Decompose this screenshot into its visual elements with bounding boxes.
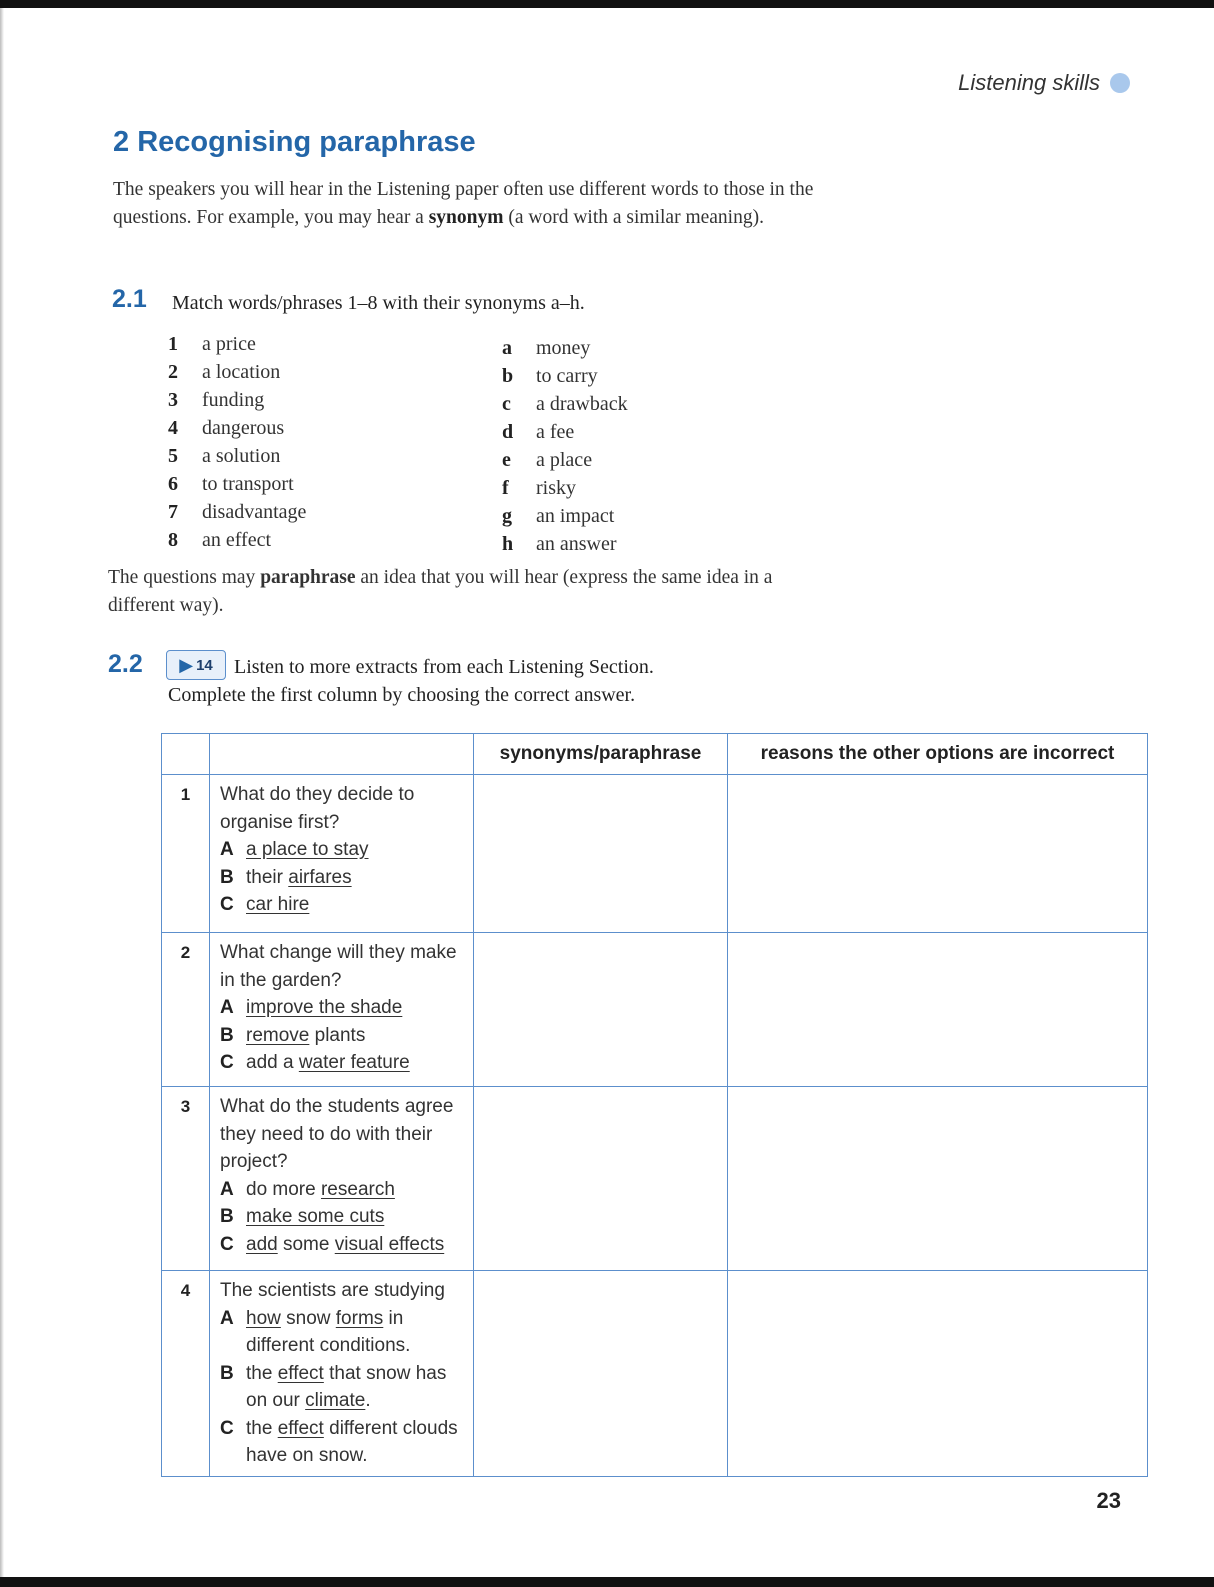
- item-text: a drawback: [536, 393, 628, 415]
- row-number: 4: [162, 1271, 210, 1477]
- option-b: [220, 1360, 469, 1415]
- list-item: [168, 442, 306, 470]
- question-text: The scientists are studying: [220, 1280, 445, 1301]
- question-text: What change will they make in the garden?: [220, 942, 457, 991]
- option-a: [220, 836, 469, 864]
- list-item: [502, 502, 628, 530]
- item-text: an answer: [536, 533, 617, 555]
- exercise-2-2-instruction-line2: Complete the first column by choosing the correct answer.: [168, 684, 636, 706]
- option-a: [220, 994, 469, 1022]
- intro-text-start: The speakers you will hear in the Listening paper often use different words to those in the questions. For example, you may hear a: [113, 179, 814, 228]
- synonyms-answer-cell[interactable]: [474, 1271, 728, 1477]
- option-letter: B: [220, 1024, 234, 1046]
- option-text: their: [246, 866, 289, 888]
- item-key: a: [502, 337, 512, 359]
- option-underlined-text: add: [246, 1233, 278, 1255]
- option-text: some: [277, 1233, 335, 1255]
- option-underlined-text: airfares: [288, 866, 352, 888]
- option-underlined-text: water feature: [298, 1052, 410, 1073]
- option-underlined-text: car hire: [246, 894, 310, 915]
- option-c: [220, 1231, 469, 1259]
- item-text: funding: [202, 389, 265, 411]
- item-text: a price: [202, 333, 256, 355]
- words-list: [168, 330, 306, 554]
- option-text: in different conditions.: [246, 1307, 411, 1356]
- option-a: [220, 1176, 469, 1204]
- option-b: [220, 1022, 469, 1050]
- question-cell: [210, 775, 474, 933]
- item-key: 4: [168, 417, 178, 439]
- header-number: [162, 734, 210, 775]
- synonyms-list: [502, 334, 628, 558]
- option-letter: A: [220, 1178, 234, 1200]
- page-bottom-edge: [0, 1577, 1214, 1587]
- audio-track-button[interactable]: [166, 650, 226, 680]
- option-letter: A: [220, 997, 234, 1018]
- row-number: 3: [162, 1087, 210, 1271]
- list-item: [168, 330, 306, 358]
- option-underlined-text: improve the shade: [246, 997, 403, 1018]
- item-text: an effect: [202, 529, 272, 551]
- section-number: 2: [113, 126, 130, 158]
- list-item: [502, 362, 628, 390]
- page-number: 23: [1096, 1488, 1121, 1513]
- item-text: to carry: [536, 365, 598, 387]
- option-text: that snow has on our: [246, 1362, 447, 1411]
- option-text: plants: [309, 1024, 366, 1046]
- note-text-end: an idea that you will hear (express the same idea in a different way).: [108, 567, 773, 616]
- note-bold-term: paraphrase: [260, 567, 356, 588]
- option-underlined-text: how: [246, 1307, 281, 1329]
- running-head-label: Listening skills: [958, 70, 1100, 95]
- header-reasons: reasons the other options are incorrect: [728, 734, 1148, 775]
- option-c: [220, 1415, 469, 1470]
- list-item: [502, 418, 628, 446]
- question-cell: [210, 1271, 474, 1477]
- table-row: [162, 1271, 1148, 1477]
- option-underlined-text: a place to stay: [246, 839, 369, 860]
- reasons-answer-cell[interactable]: [728, 1087, 1148, 1271]
- option-text: snow: [280, 1307, 336, 1329]
- note-text-start: The questions may: [108, 567, 261, 588]
- list-item: [168, 470, 306, 498]
- table-header-row: [162, 734, 1148, 775]
- question-text: What do the students agree they need to do with their project?: [220, 1096, 454, 1172]
- list-item: [168, 386, 306, 414]
- option-b: [220, 864, 469, 892]
- play-icon: ▶: [179, 654, 194, 675]
- option-underlined-text: effect: [277, 1362, 324, 1384]
- item-key: b: [502, 365, 514, 387]
- list-item: [502, 446, 628, 474]
- option-underlined-text: climate: [305, 1390, 366, 1411]
- item-text: dangerous: [202, 417, 285, 439]
- list-item: [168, 498, 306, 526]
- option-b: [220, 1203, 469, 1231]
- option-letter: B: [220, 1362, 234, 1384]
- synonyms-answer-cell[interactable]: [474, 775, 728, 933]
- item-key: g: [502, 505, 512, 527]
- option-letter: A: [220, 839, 234, 860]
- table-row: [162, 1087, 1148, 1271]
- section-dot-icon: [1110, 73, 1130, 93]
- exercise-2-2-number: 2.2: [108, 650, 143, 678]
- item-text: risky: [536, 477, 576, 499]
- reasons-answer-cell[interactable]: [728, 775, 1148, 933]
- option-underlined-text: effect: [277, 1417, 324, 1439]
- synonyms-answer-cell[interactable]: [474, 933, 728, 1087]
- item-text: to transport: [202, 473, 294, 495]
- section-title: [113, 126, 476, 159]
- option-underlined-text: visual effects: [334, 1233, 445, 1255]
- section-title-text: Recognising paraphrase: [137, 126, 476, 158]
- page-gutter-shadow: [0, 8, 4, 1578]
- option-text: do more: [246, 1178, 321, 1200]
- item-text: a fee: [536, 421, 575, 443]
- row-number: 1: [162, 775, 210, 933]
- option-letter: A: [220, 1307, 234, 1329]
- item-text: disadvantage: [202, 501, 307, 523]
- question-cell: [210, 933, 474, 1087]
- header-synonyms: synonyms/paraphrase: [474, 734, 728, 775]
- list-item: [502, 334, 628, 362]
- option-letter: B: [220, 1206, 234, 1227]
- section-intro: [113, 176, 833, 232]
- table-row: [162, 933, 1148, 1087]
- option-letter: C: [220, 894, 234, 915]
- intro-bold-term: synonym: [428, 207, 504, 228]
- option-text: .: [365, 1390, 371, 1411]
- option-underlined-text: remove: [246, 1024, 310, 1046]
- question-text: What do they decide to organise first?: [220, 784, 415, 833]
- option-text: add a: [246, 1052, 299, 1073]
- answer-table: [161, 733, 1148, 1477]
- reasons-answer-cell[interactable]: [728, 1271, 1148, 1477]
- paraphrase-note: [108, 564, 828, 620]
- item-text: a solution: [202, 445, 281, 467]
- item-text: a location: [202, 361, 281, 383]
- option-c: [220, 1049, 469, 1077]
- header-question: [210, 734, 474, 775]
- option-letter: C: [220, 1052, 234, 1073]
- exercise-2-1-number: 2.1: [112, 285, 147, 313]
- list-item: [168, 414, 306, 442]
- item-key: 3: [168, 389, 178, 411]
- list-item: [168, 358, 306, 386]
- item-text: money: [536, 337, 591, 359]
- synonyms-answer-cell[interactable]: [474, 1087, 728, 1271]
- option-underlined-text: research: [320, 1178, 395, 1200]
- intro-text-end: (a word with a similar meaning).: [503, 207, 764, 228]
- option-underlined-text: forms: [335, 1307, 384, 1329]
- option-underlined-text: make some cuts: [246, 1206, 385, 1227]
- audio-track-number: 14: [196, 656, 213, 674]
- question-cell: [210, 1087, 474, 1271]
- item-key: d: [502, 421, 514, 443]
- option-text: different clouds have on snow.: [246, 1417, 458, 1466]
- item-key: 1: [168, 333, 178, 355]
- item-key: 5: [168, 445, 178, 467]
- item-key: 2: [168, 361, 178, 383]
- item-key: e: [502, 449, 511, 471]
- item-key: 6: [168, 473, 178, 495]
- item-text: a place: [536, 449, 593, 471]
- item-text: an impact: [536, 505, 615, 527]
- page-top-edge: [0, 0, 1214, 8]
- option-letter: B: [220, 866, 234, 888]
- list-item: [168, 526, 306, 554]
- list-item: [502, 390, 628, 418]
- table-row: [162, 775, 1148, 933]
- list-item: [502, 474, 628, 502]
- list-item: [502, 530, 628, 558]
- row-number: 2: [162, 933, 210, 1087]
- option-text: the: [246, 1417, 278, 1439]
- item-key: 7: [168, 501, 178, 523]
- option-c: [220, 891, 469, 919]
- running-head: [958, 70, 1130, 96]
- option-letter: C: [220, 1233, 234, 1255]
- option-letter: C: [220, 1417, 234, 1439]
- exercise-2-2-instruction-line1: Listen to more extracts from each Listening Section.: [234, 656, 654, 678]
- item-key: 8: [168, 529, 178, 551]
- option-a: [220, 1305, 469, 1360]
- item-key: c: [502, 393, 511, 415]
- reasons-answer-cell[interactable]: [728, 933, 1148, 1087]
- exercise-2-1-instruction: Match words/phrases 1–8 with their synonyms a–h.: [172, 292, 585, 314]
- item-key: f: [502, 477, 509, 499]
- option-text: the: [246, 1362, 278, 1384]
- item-key: h: [502, 533, 514, 555]
